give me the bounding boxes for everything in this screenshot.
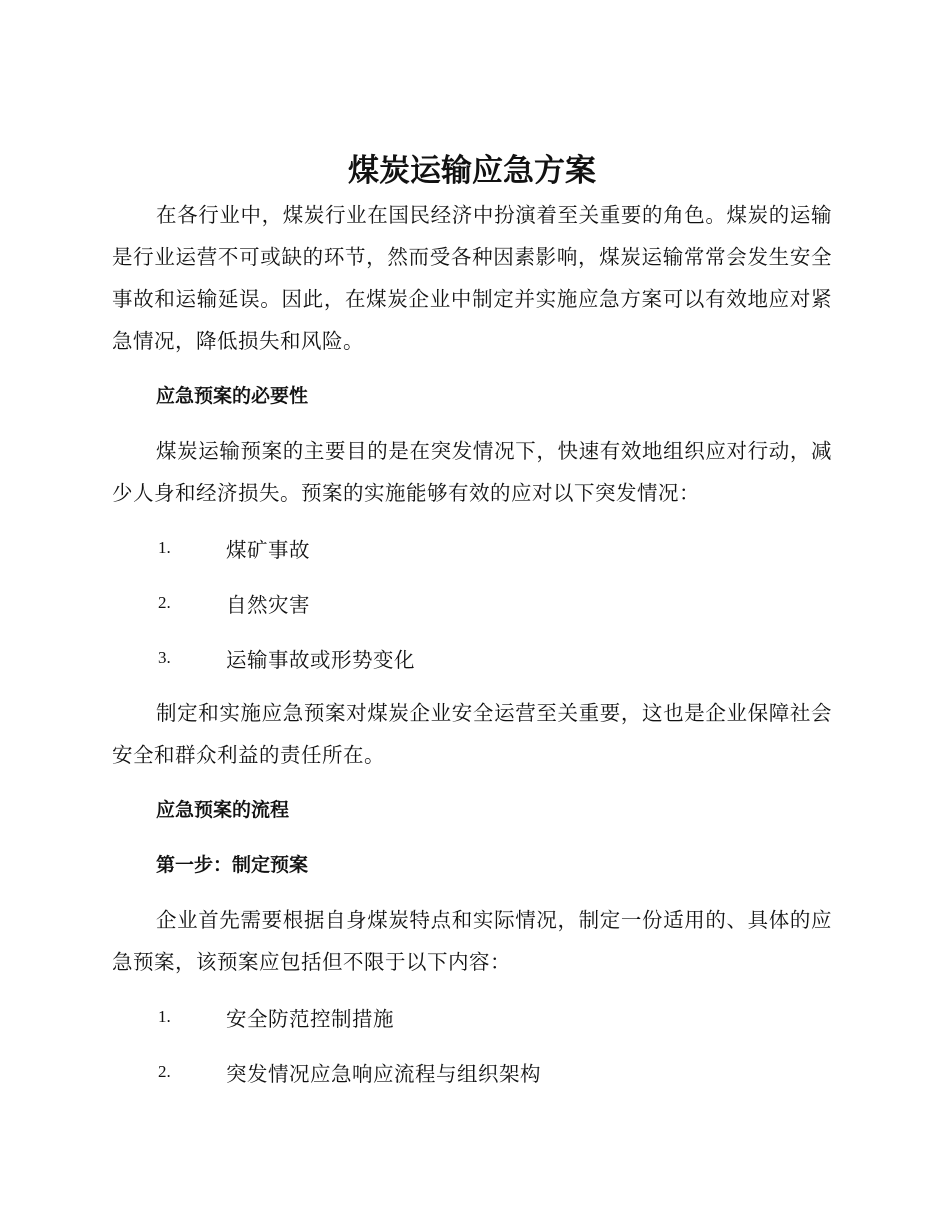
step1-heading: 第一步：制定预案 — [156, 854, 309, 876]
closing-paragraph: 制定和实施应急预案对煤炭企业安全运营至关重要，这也是企业保障社会安全和群众利益的责任所在。 — [112, 701, 832, 767]
list-number: 3. — [158, 648, 171, 667]
document-title: 煤炭运输应急方案 — [348, 153, 596, 189]
section-heading-process: 应急预案的流程 — [156, 799, 290, 821]
list-number: 1. — [158, 538, 171, 557]
emergency-types-list — [112, 527, 832, 679]
necessity-paragraph: 煤炭运输预案的主要目的是在突发情况下，快速有效地组织应对行动，减少人身和经济损失。预案的实施能够有效的应对以下突发情况： — [112, 439, 832, 505]
list-text: 安全防范控制措施 — [226, 1007, 394, 1031]
list-text: 运输事故或形势变化 — [226, 648, 415, 672]
list-text: 自然灾害 — [226, 593, 310, 617]
list-number: 1. — [158, 1007, 171, 1026]
list-item — [112, 527, 832, 569]
list-number: 2. — [158, 593, 171, 612]
step1-paragraph: 企业首先需要根据自身煤炭特点和实际情况，制定一份适用的、具体的应急预案，该预案应包括但不限于以下内容： — [112, 908, 832, 974]
list-item — [112, 1051, 832, 1093]
list-item — [112, 637, 832, 679]
intro-paragraph: 在各行业中，煤炭行业在国民经济中扮演着至关重要的角色。煤炭的运输是行业运营不可或缺的环节，然而受各种因素影响，煤炭运输常常会发生安全事故和运输延误。因此，在煤炭企业中制定并实施应急方案可以有效地应对紧急情况，降低损失和风险。 — [112, 203, 832, 353]
list-text: 突发情况应急响应流程与组织架构 — [226, 1062, 541, 1086]
list-item — [112, 582, 832, 624]
section-heading-necessity: 应急预案的必要性 — [156, 385, 309, 407]
plan-contents-list — [112, 996, 832, 1093]
document-page — [112, 148, 832, 1106]
list-text: 煤矿事故 — [226, 538, 310, 562]
list-item — [112, 996, 832, 1038]
list-number: 2. — [158, 1062, 171, 1081]
